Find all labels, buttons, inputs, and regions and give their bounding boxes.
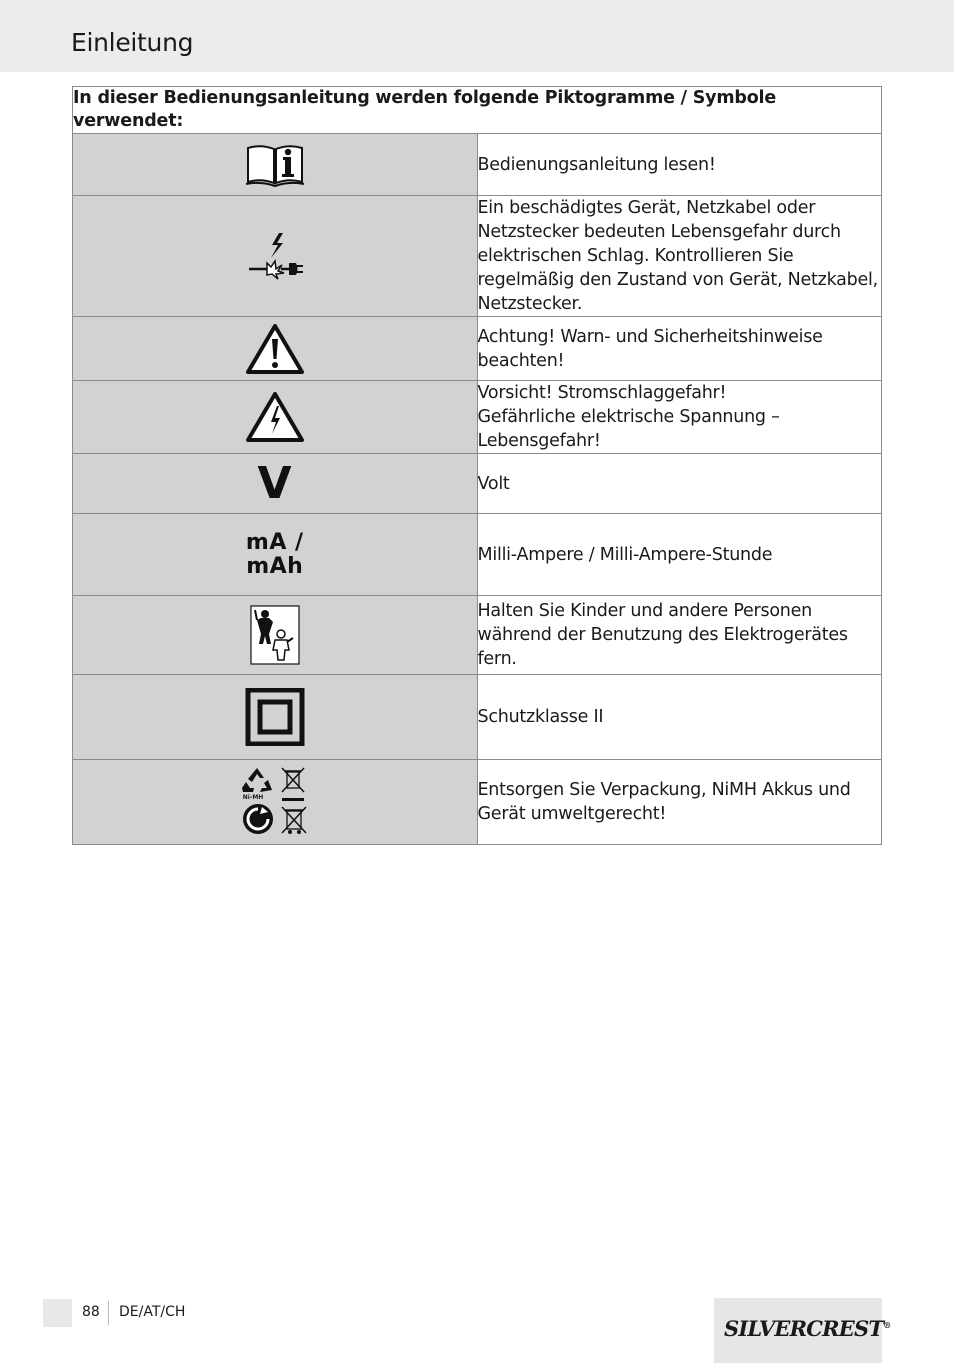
desc-line: Bedienungsanleitung lesen! xyxy=(477,154,716,175)
desc-line: Entsorgen Sie Verpackung, NiMH Akkus und Gerät umweltgerecht! xyxy=(477,780,851,824)
book-info-icon xyxy=(245,142,305,188)
brand-name: SILVERCREST xyxy=(724,1316,884,1341)
milliampere-hour-label: mAh xyxy=(246,553,304,579)
footer-box xyxy=(43,1299,72,1327)
icon-cell xyxy=(73,196,478,317)
icon-cell xyxy=(73,317,478,381)
icon-cell xyxy=(73,675,478,760)
desc-line: Vorsicht! Stromschlaggefahr! xyxy=(477,383,727,403)
recycling-icon xyxy=(240,766,274,796)
table-header-row xyxy=(73,87,882,134)
row-description xyxy=(477,596,882,675)
table-row xyxy=(73,317,882,381)
table-row xyxy=(73,196,882,317)
icon-cell xyxy=(73,454,478,514)
table-row xyxy=(73,760,882,845)
row-description xyxy=(477,196,882,317)
desc-line: Achtung! Warn- und Sicherheitshinweise beachten! xyxy=(477,326,823,371)
bin-bar-icon xyxy=(282,798,304,801)
icon-cell xyxy=(73,596,478,675)
desc-line: Halten Sie Kinder und andere Personen während der Benutzung des Elektrogerätes fern. xyxy=(477,601,848,669)
footer-divider xyxy=(108,1301,109,1325)
volt-icon: V xyxy=(257,457,293,509)
warning-triangle-icon xyxy=(245,323,305,375)
symbols-table xyxy=(72,86,882,845)
green-dot-icon xyxy=(242,803,274,835)
milliampere-label: mA / xyxy=(245,529,304,555)
protection-class-ii-icon xyxy=(245,688,305,746)
table-row xyxy=(73,514,882,596)
desc-line: Milli-Ampere / Milli-Ampere-Stunde xyxy=(477,544,773,565)
table-row xyxy=(73,381,882,454)
desc-line: Ein beschädigtes Gerät, Netzkabel oder Netzstecker bedeuten Lebensgefahr durch elektrischen Schlag. Kontrollieren Sie regelmäßig den Zustand von Gerät, Netzkabel, Netzstecker. xyxy=(477,198,878,314)
crossed-bin-battery-icon xyxy=(278,804,310,836)
page-title: Einleitung xyxy=(71,28,194,57)
row-description xyxy=(477,317,882,381)
region-code: DE/AT/CH xyxy=(119,1304,186,1320)
table-heading: In dieser Bedienungsanleitung werden folgende Piktogramme / Symbole verwendet: xyxy=(73,87,882,134)
row-description xyxy=(477,381,882,454)
row-description xyxy=(477,675,882,760)
crossed-bin-icon xyxy=(278,766,308,796)
table-row xyxy=(73,134,882,196)
disposal-icons xyxy=(240,766,310,838)
row-description xyxy=(477,760,882,845)
damaged-cable-icon xyxy=(245,231,305,281)
row-description xyxy=(477,134,882,196)
icon-cell xyxy=(73,760,478,845)
electric-warning-icon xyxy=(245,391,305,443)
brand-logo-text xyxy=(724,1316,890,1341)
desc-line: Schutzklasse II xyxy=(477,707,604,727)
keep-children-away-icon xyxy=(249,604,301,666)
row-description xyxy=(477,454,882,514)
table-row xyxy=(73,675,882,760)
desc-line: Volt xyxy=(477,473,510,494)
desc-line: Gefährliche elektrische Spannung – Lebensgefahr! xyxy=(477,407,780,451)
row-description xyxy=(477,514,882,596)
table-row xyxy=(73,454,882,514)
table-row xyxy=(73,596,882,675)
icon-cell xyxy=(73,381,478,454)
icon-cell xyxy=(73,134,478,196)
nimh-label: Ni-MH xyxy=(242,794,264,801)
page-number: 88 xyxy=(82,1304,100,1320)
registered-mark: ® xyxy=(883,1320,891,1330)
milliampere-icon xyxy=(73,514,478,596)
brand-logo xyxy=(714,1298,891,1363)
